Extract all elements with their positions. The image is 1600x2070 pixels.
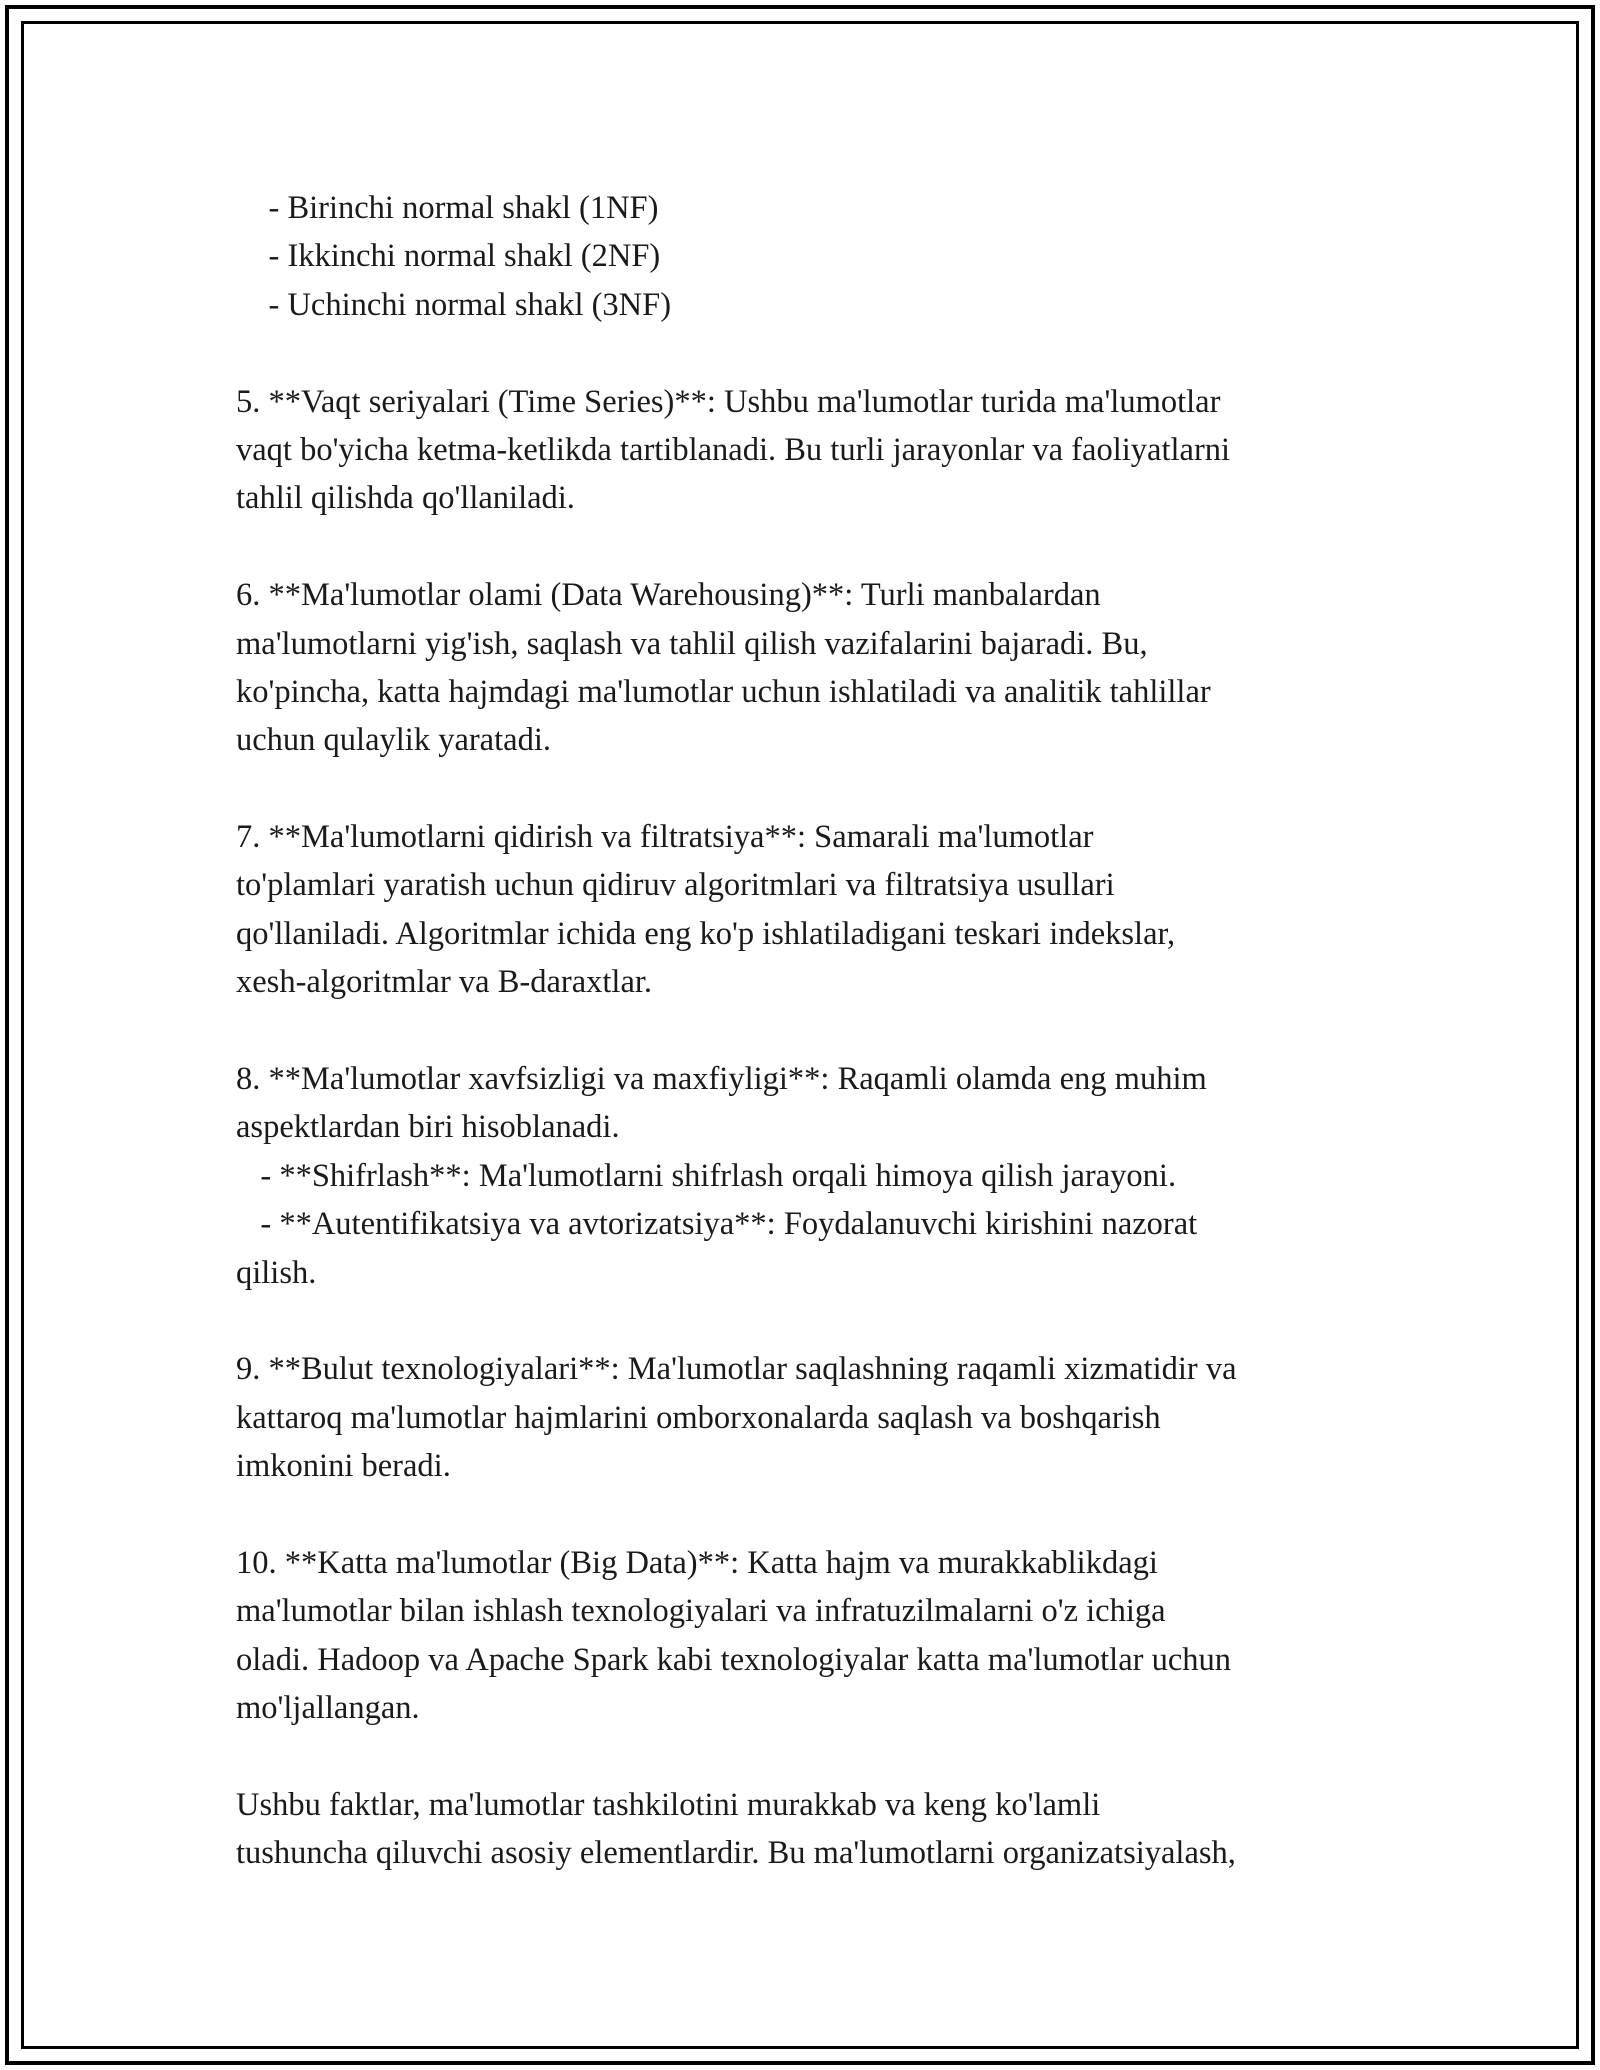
- blank-line: [236, 1297, 1386, 1345]
- text-line: - **Shifrlash**: Ma'lumotlarni shifrlash orqali himoya qilish jarayoni.: [236, 1157, 1177, 1194]
- text-line: - Ikkinchi normal shakl (2NF): [236, 238, 661, 275]
- text-line: vaqt bo'yicha ketma-ketlikda tartiblanadi. Bu turli jarayonlar va faoliyatlarni: [236, 431, 1231, 468]
- text-line: tahlil qilishda qo'llaniladi.: [236, 480, 575, 517]
- text-line: 7. **Ma'lumotlarni qidirish va filtratsiya**: Samarali ma'lumotlar: [236, 819, 1094, 856]
- text-line: xesh-algoritmlar va B-daraxtlar.: [236, 964, 653, 1001]
- text-line: oladi. Hadoop va Apache Spark kabi texnologiyalar katta ma'lumotlar uchun: [236, 1641, 1232, 1678]
- blank-line: [236, 523, 1386, 571]
- text-line: 6. **Ma'lumotlar olami (Data Warehousing)**: Turli manbalardan: [236, 577, 1101, 614]
- text-line: 10. **Katta ma'lumotlar (Big Data)**: Katta hajm va murakkablikdagi: [236, 1544, 1158, 1581]
- text-line: Ushbu faktlar, ma'lumotlar tashkilotini murakkab va keng ko'lamli: [236, 1786, 1101, 1823]
- blank-line: [236, 1007, 1386, 1055]
- text-line: qo'llaniladi. Algoritmlar ichida eng ko'p ishlatiladigani teskari indekslar,: [236, 915, 1176, 952]
- text-line: - Uchinchi normal shakl (3NF): [236, 286, 672, 323]
- text-line: ko'pincha, katta hajmdagi ma'lumotlar uchun ishlatiladi va analitik tahlillar: [236, 673, 1211, 710]
- text-line: 9. **Bulut texnologiyalari**: Ma'lumotlar saqlashning raqamli xizmatidir va: [236, 1351, 1237, 1388]
- text-line: - Birinchi normal shakl (1NF): [236, 190, 659, 226]
- blank-line: [236, 329, 1386, 377]
- blank-line: [236, 1491, 1386, 1539]
- text-line: kattaroq ma'lumotlar hajmlarini omborxonalarda saqlash va boshqarish: [236, 1399, 1161, 1436]
- blank-line: [236, 1733, 1386, 1781]
- text-line: qilish.: [236, 1254, 317, 1291]
- text-line: 5. **Vaqt seriyalari (Time Series)**: Ushbu ma'lumotlar turida ma'lumotlar: [236, 383, 1221, 420]
- text-line: - **Autentifikatsiya va avtorizatsiya**: Foydalanuvchi kirishini nazorat: [236, 1206, 1198, 1243]
- text-line: imkonini beradi.: [236, 1448, 451, 1485]
- blank-line: [236, 765, 1386, 813]
- text-line: uchun qulaylik yaratadi.: [236, 722, 551, 759]
- document-body: [236, 184, 1386, 1878]
- text-line: to'plamlari yaratish uchun qidiruv algoritmlari va filtratsiya usullari: [236, 867, 1115, 904]
- text-line: ma'lumotlarni yig'ish, saqlash va tahlil qilish vazifalarini bajaradi. Bu,: [236, 625, 1148, 662]
- text-line: ma'lumotlar bilan ishlash texnologiyalari va infratuzilmalarni o'z ichiga: [236, 1593, 1166, 1630]
- text-line: 8. **Ma'lumotlar xavfsizligi va maxfiyligi**: Raqamli olamda eng muhim: [236, 1061, 1207, 1098]
- text-line: aspektlardan biri hisoblanadi.: [236, 1109, 620, 1146]
- text-line: tushuncha qiluvchi asosiy elementlardir. Bu ma'lumotlarni organizatsiyalash,: [236, 1835, 1236, 1872]
- text-line: mo'ljallangan.: [236, 1690, 420, 1727]
